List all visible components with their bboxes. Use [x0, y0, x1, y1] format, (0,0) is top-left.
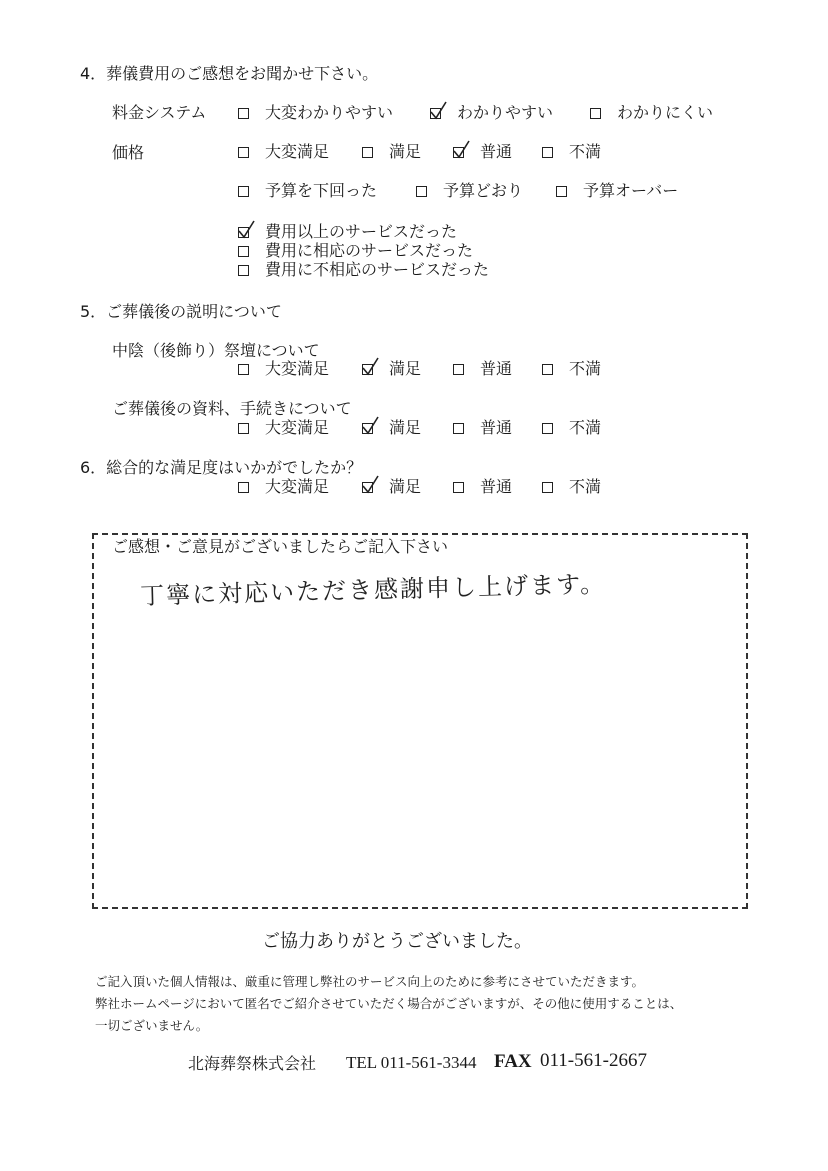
checkbox[interactable] [238, 246, 249, 257]
checkbox-checked[interactable] [362, 423, 373, 434]
q4-row4-option-2[interactable]: 費用に相応のサービスだった [238, 241, 473, 261]
company-tel: TEL 011-561-3344 [346, 1053, 477, 1072]
q5-title: 5．ご葬儀後の説明について [80, 302, 282, 321]
checkbox-checked[interactable] [453, 147, 464, 158]
q5-sub1-label: 中陰（後飾り）祭壇について [112, 341, 320, 360]
checkbox-checked[interactable] [238, 227, 249, 238]
option-satisfied[interactable]: 満足 [362, 142, 453, 162]
checkbox[interactable] [238, 108, 249, 119]
option-very-satisfied[interactable]: 大変満足 [238, 477, 362, 497]
checkbox[interactable] [238, 265, 249, 276]
q4-row4-option-3[interactable]: 費用に不相応のサービスだった [238, 260, 489, 280]
checkbox-checked[interactable] [362, 482, 373, 493]
thanks-message: ご協力ありがとうございました。 [262, 931, 532, 952]
company-fax: 011-561-2667 [540, 1050, 647, 1071]
checkbox[interactable] [453, 482, 464, 493]
checkbox[interactable] [238, 482, 249, 493]
privacy-note-line-1: ご記入頂いた個人情報は、厳重に管理し弊社のサービス向上のために参考にさせていただきます。 [95, 974, 645, 989]
checkbox[interactable] [453, 423, 464, 434]
checkbox[interactable] [542, 364, 553, 375]
checkbox[interactable] [542, 423, 553, 434]
checkbox[interactable] [542, 482, 553, 493]
checkbox[interactable] [362, 147, 373, 158]
checkbox[interactable] [238, 364, 249, 375]
option-hard[interactable]: わかりにくい [590, 103, 713, 123]
handwritten-comment: 丁寧に対応いただき感謝申し上げます。 [139, 569, 607, 611]
option-dissatisfied[interactable]: 不満 [542, 142, 601, 162]
q6-options [238, 477, 601, 497]
checkbox[interactable] [238, 186, 249, 197]
comment-label: ご感想・ご意見がございましたらご記入下さい [112, 537, 449, 556]
option-over-budget[interactable]: 予算オーバー [556, 181, 678, 201]
option-very-easy[interactable]: 大変わかりやすい [238, 103, 430, 123]
q6-title: 6．総合的な満足度はいかがでしたか？ [80, 458, 363, 477]
company-name: 北海葬祭株式会社 [188, 1054, 317, 1073]
q4-row2-label: 価格 [112, 143, 145, 162]
q5-sub2-label: ご葬儀後の資料、手続きについて [112, 399, 352, 418]
option-satisfied[interactable]: 満足 [362, 359, 453, 379]
option-on-budget[interactable]: 予算どおり [416, 181, 556, 201]
q4-row1-options [238, 103, 713, 123]
checkbox[interactable] [453, 364, 464, 375]
checkbox[interactable] [238, 147, 249, 158]
q5-sub2-options [238, 418, 601, 438]
checkbox[interactable] [238, 423, 249, 434]
option-dissatisfied[interactable]: 不満 [542, 359, 601, 379]
checkbox-checked[interactable] [362, 364, 373, 375]
option-dissatisfied[interactable]: 不満 [542, 418, 601, 438]
option-dissatisfied[interactable]: 不満 [542, 477, 601, 497]
company-fax-label: FAX [494, 1051, 532, 1072]
q5-sub1-options [238, 359, 601, 379]
option-very-satisfied[interactable]: 大変満足 [238, 142, 362, 162]
option-normal[interactable]: 普通 [453, 359, 542, 379]
privacy-note-line-2: 弊社ホームページにおいて匿名でご紹介させていただく場合がございますが、その他に使用することは、 [95, 996, 683, 1011]
option-very-satisfied[interactable]: 大変満足 [238, 359, 362, 379]
checkbox-checked[interactable] [430, 108, 441, 119]
checkbox[interactable] [556, 186, 567, 197]
q4-row3-options [238, 181, 678, 201]
option-satisfied[interactable]: 満足 [362, 477, 453, 497]
q4-row2-options [238, 142, 601, 162]
option-normal[interactable]: 普通 [453, 418, 542, 438]
option-normal[interactable]: 普通 [453, 142, 542, 162]
option-satisfied[interactable]: 満足 [362, 418, 453, 438]
checkbox[interactable] [542, 147, 553, 158]
option-under-budget[interactable]: 予算を下回った [238, 181, 416, 201]
option-easy[interactable]: わかりやすい [430, 103, 590, 123]
q4-row1-label: 料金システム [112, 103, 207, 122]
option-very-satisfied[interactable]: 大変満足 [238, 418, 362, 438]
q4-title: 4．葬儀費用のご感想をお聞かせ下さい。 [80, 64, 379, 83]
checkbox[interactable] [416, 186, 427, 197]
checkbox[interactable] [590, 108, 601, 119]
option-normal[interactable]: 普通 [453, 477, 542, 497]
privacy-note-line-3: 一切ございません。 [95, 1018, 209, 1033]
q4-row4-option-1[interactable]: 費用以上のサービスだった [238, 222, 457, 242]
